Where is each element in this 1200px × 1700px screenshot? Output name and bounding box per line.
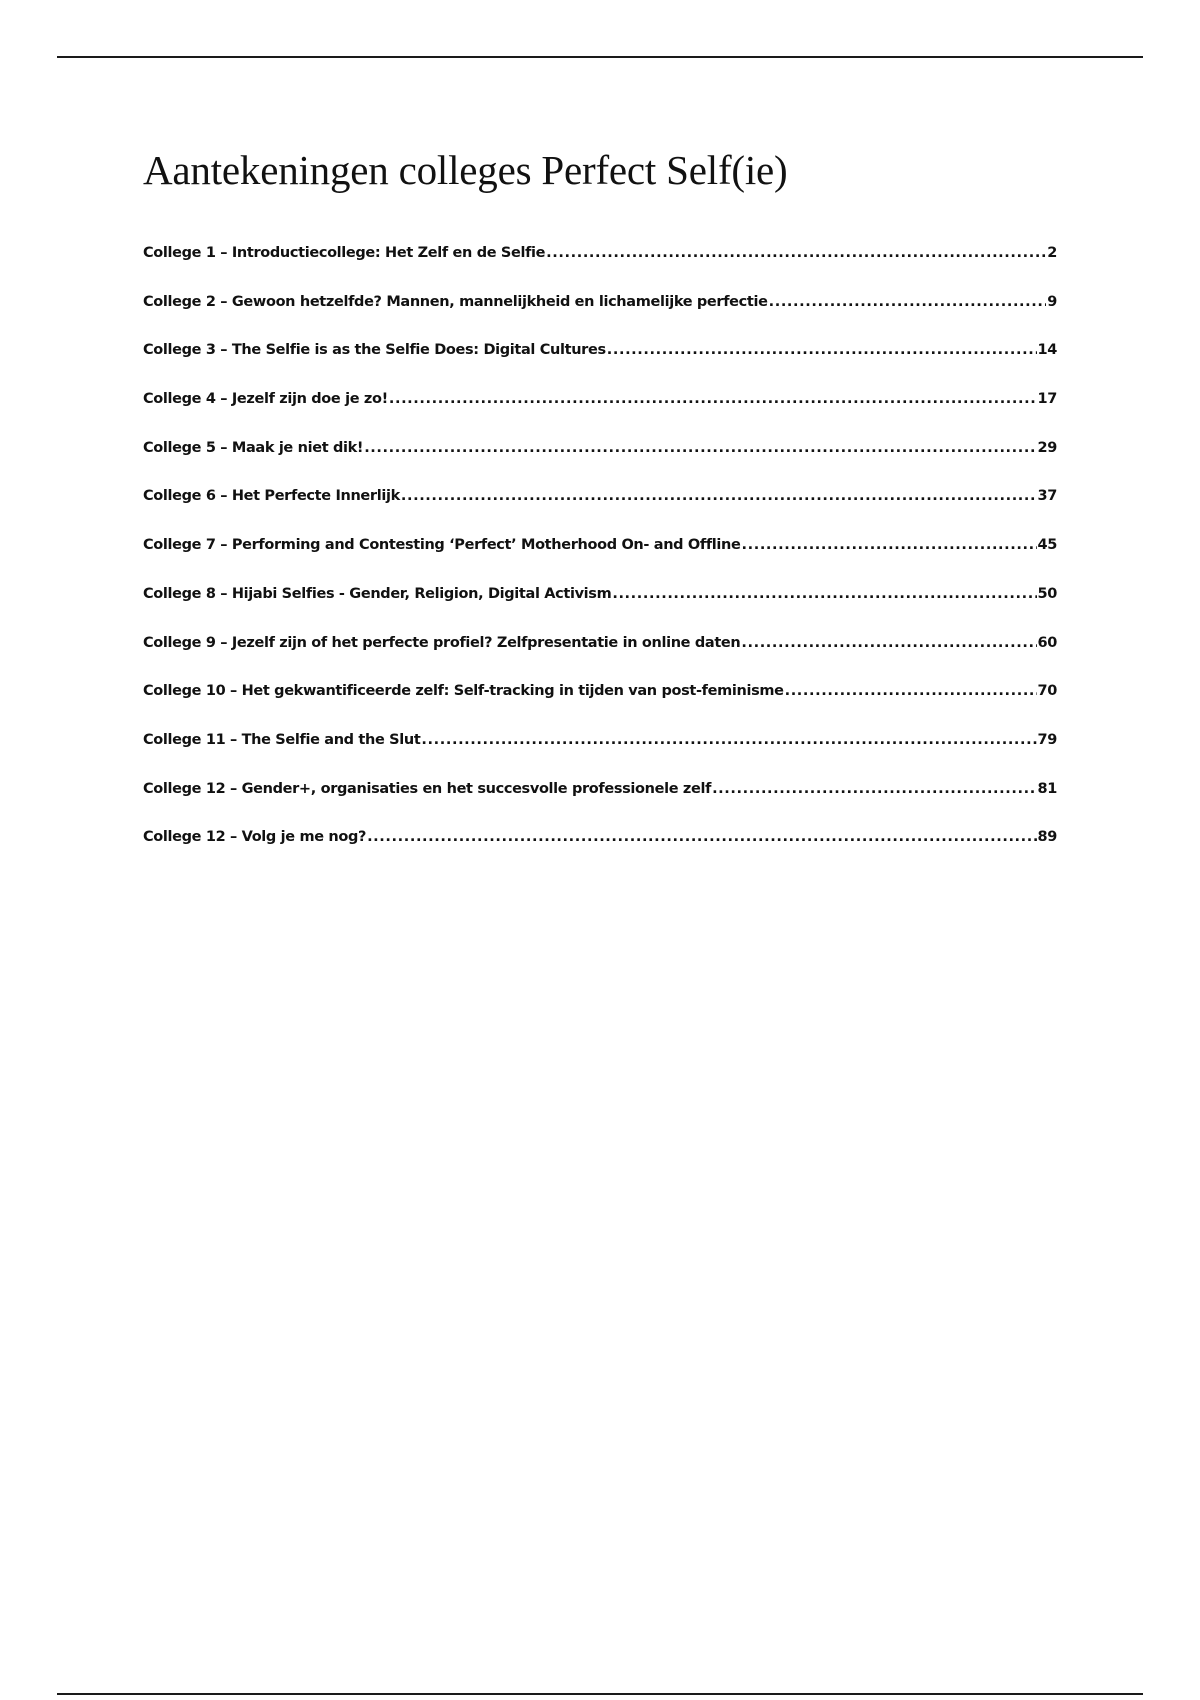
toc-entry-label: College 3 – The Selfie is as the Selfie Does: Digital Cultures [143,342,606,359]
toc-entry-page: 9 [1047,293,1057,310]
toc-entry-label: College 10 – Het gekwantificeerde zelf: Self-tracking in tijden van post-feminisme [143,683,784,700]
toc-entry-label: College 11 – The Selfie and the Slut [143,731,421,748]
toc-dot-leader [364,440,1036,456]
toc-dot-leader [421,732,1036,748]
toc-entry-college-4[interactable] [143,391,1057,440]
toc-entry-college-1[interactable] [143,245,1057,294]
toc-dot-leader [742,537,1037,553]
toc-entry-label: College 6 – Het Perfecte Innerlijk [143,488,400,505]
toc-entry-college-10[interactable] [143,683,1057,732]
toc-dot-leader [769,294,1047,310]
toc-dot-leader [546,245,1046,261]
toc-entry-college-3[interactable] [143,342,1057,391]
toc-entry-label: College 12 – Gender+, organisaties en het succesvolle professionele zelf [143,780,712,797]
toc-entry-label: College 9 – Jezelf zijn of het perfecte profiel? Zelfpresentatie in online daten [143,634,741,651]
toc-entry-college-5[interactable] [143,440,1057,489]
toc-entry-page: 29 [1037,439,1057,456]
toc-dot-leader [612,586,1036,602]
toc-entry-page: 79 [1037,731,1057,748]
toc-entry-college-7[interactable] [143,537,1057,586]
toc-entry-label: College 8 – Hijabi Selfies - Gender, Religion, Digital Activism [143,585,612,602]
toc-dot-leader [367,829,1036,845]
toc-entry-label: College 1 – Introductiecollege: Het Zelf en de Selfie [143,245,546,261]
table-of-contents [143,245,1057,878]
toc-entry-page: 17 [1037,391,1057,408]
toc-entry-college-11[interactable] [143,732,1057,781]
toc-entry-college-12-volg[interactable] [143,829,1057,878]
toc-entry-page: 37 [1037,488,1057,505]
toc-entry-college-8[interactable] [143,586,1057,635]
header-rule [57,56,1143,58]
toc-entry-label: College 2 – Gewoon hetzelfde? Mannen, mannelijkheid en lichamelijke perfectie [143,293,768,310]
toc-dot-leader [607,342,1037,358]
toc-entry-label: College 12 – Volg je me nog? [143,829,367,846]
toc-entry-college-2[interactable] [143,294,1057,343]
toc-entry-page: 89 [1037,829,1057,846]
toc-entry-college-9[interactable] [143,635,1057,684]
toc-entry-page: 70 [1037,683,1057,700]
toc-entry-college-12[interactable] [143,781,1057,830]
toc-entry-label: College 4 – Jezelf zijn doe je zo! [143,391,388,408]
document-title: Aantekeningen colleges Perfect Self(ie) [143,147,788,193]
toc-entry-page: 81 [1037,780,1057,797]
toc-entry-page: 60 [1037,634,1057,651]
toc-entry-page: 14 [1037,342,1057,359]
toc-entry-page: 50 [1037,585,1057,602]
toc-entry-label: College 5 – Maak je niet dik! [143,439,364,456]
toc-entry-label: College 7 – Performing and Contesting ‘Perfect’ Motherhood On- and Offline [143,537,741,554]
toc-entry-page: 2 [1047,245,1057,261]
toc-dot-leader [712,781,1036,797]
toc-entry-page: 45 [1037,537,1057,554]
toc-dot-leader [401,488,1037,504]
toc-dot-leader [741,635,1036,651]
toc-dot-leader [389,391,1037,407]
footer-rule [57,1693,1143,1695]
toc-entry-college-6[interactable] [143,488,1057,537]
toc-dot-leader [785,683,1037,699]
